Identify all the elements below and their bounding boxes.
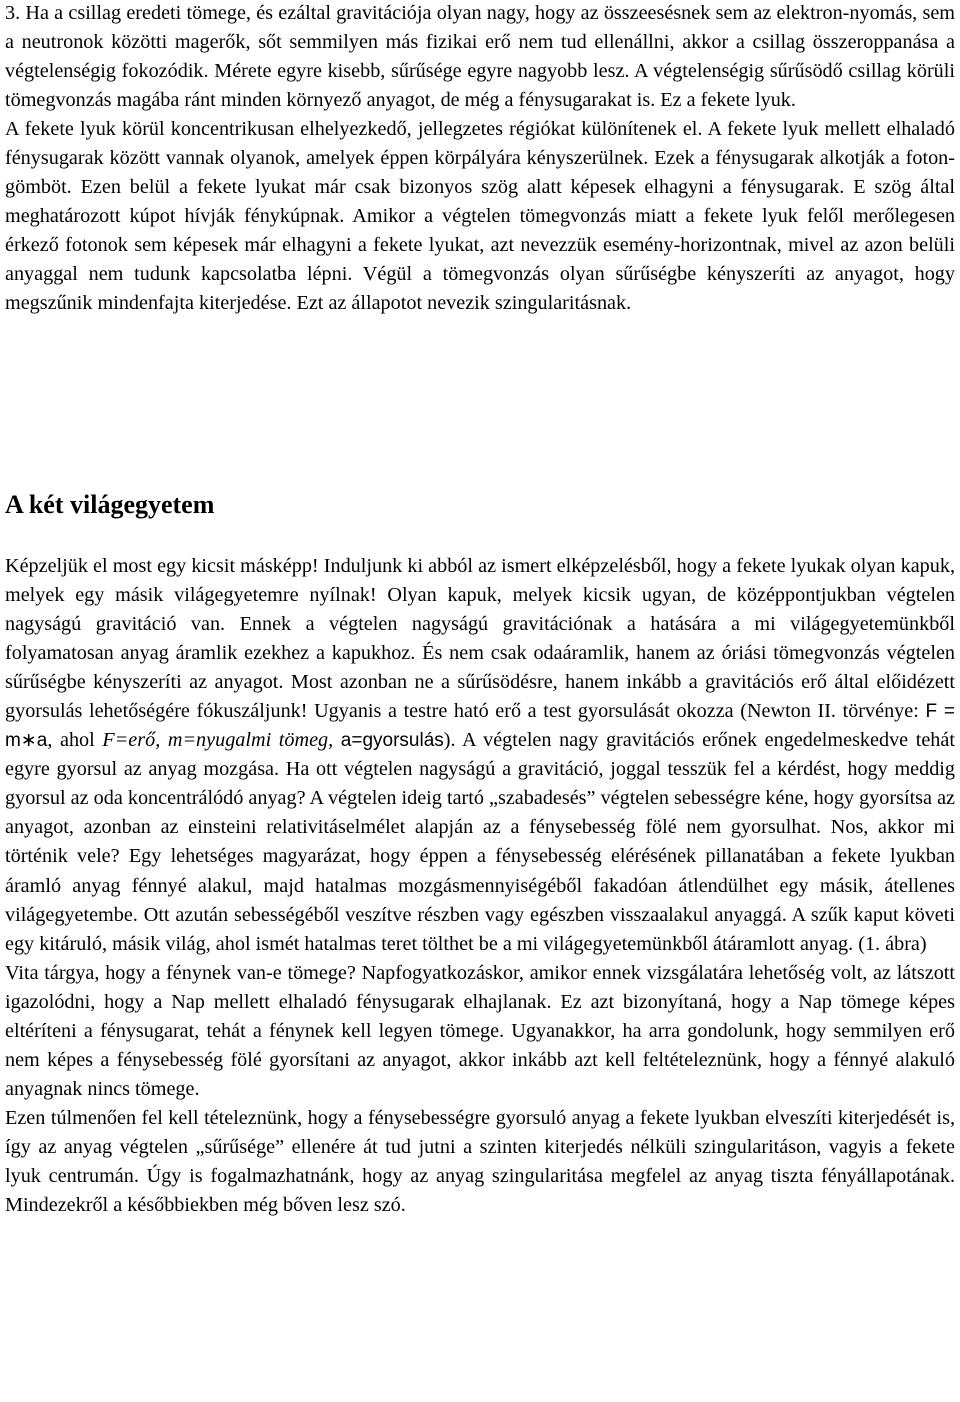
- paragraph-text: A fekete lyuk körül koncentrikusan elhelyezkedő, jellegzetes régiókat különítenek el. A fekete lyuk mellett elhaladó fénysugarak között vannak olyanok, amelyek éppen körpályára kényszerülnek. Ezek a fénysugarak alkotják a foton-gömböt. Ezen belül a fekete lyukat már csak bizonyos szög alatt képesek elhagyni a fénysugarak. E szög által meghatározott kúpot hívják fénykúpnak. Amikor a végtelen tömegvonzás miatt a fekete lyuk felől merőlegesen érkező fotonok sem képesek már elhagyni a fekete lyukat, azt nevezzük esemény-horizontnak, mivel az azon belüli anyaggal nem tudunk kapcsolatba lépni. Végül a tömegvonzás olyan sűrűségbe kényszeríti az anyagot, hogy megszűnik mindenfajta kiterjedése. Ezt az állapotot nevezik szingularitásnak.: [5, 118, 955, 315]
- paragraph-light-mass: Vita tárgya, hogy a fénynek van-e tömege? Napfogyatkozáskor, amikor ennek vizsgálatára lehetőség volt, az látszott igazolódni, hogy a Nap mellett elhaladó fénysugarak elhajlanak. Ez azt bizonyítaná, hogy a Nap tömege képes eltéríteni a fénysugarat, tehát a fénynek kell legyen tömege. Ugyanakkor, ha arra gondolunk, hogy semmilyen erő nem képes a fénysebesség fölé gyorsítani az anyagot, akkor inkább azt kell feltételeznünk, hogy a fénnyé alakuló anyagnak nincs tömege.: [5, 961, 955, 1100]
- paragraph-text: ). A végtelen nagy gravitációs erőnek engedelmeskedve tehát egyre gyorsul az anyag mozgása. Ha ott végtelen nagyságú a gravitáció, joggal tesszük fel a kérdést, hogy meddig gyorsul az oda koncentrálódó anyag? A végtelen ideig tartó „szabadesés” végtelen sebességre kéne, hogy gyorsítsa az anyagot, azonban az einsteini relativitáselmélet alapján az a fénysebesség fölé nem gyorsulhat. Nos, akkor mi történik vele? Egy lehetséges magyarázat, hogy éppen a fénysebesség elérésének pillanatában a fekete lyukban áramló anyag fénnyé alakul, majd hatalmas mozgásmennyiségéből fakadóan átlendülhet egy másik, átellenes világegyetembe. Ott azután sebességéből veszítve részben vagy egészben visszaalakul anyaggá. A szűk kaput követi egy kitáruló, másik világ, ahol ismét hatalmas teret tölthet be a mi világegyetemünkből átáramlott anyag. (1. ábra): [5, 729, 955, 955]
- section-heading: A két világegyetem: [5, 490, 215, 519]
- newton-formula: F = m∗a: [5, 701, 955, 752]
- paragraph-text: 3. Ha a csillag eredeti tömege, és ezáltal gravitációja olyan nagy, hogy az összeesésnek sem az elektron-nyomás, sem a neutronok közötti magerők, sőt semmilyen más fizikai erő nem tud ellenállni, akkor a csillag összeroppanása a végtelenségig fokozódik. Mérete egyre kisebb, sűrűsége egyre nagyobb lesz. A végtelenségig sűrűsödő csillag körüli tömegvonzás magába ránt minden környező anyagot, de még a fénysugarakat is. Ez a fekete lyuk.: [5, 2, 955, 112]
- document-page: [5, 0, 955, 1217]
- formula-legend: F=erő, m=nyugalmi tömeg,: [102, 729, 334, 752]
- paragraph-singularity: Ezen túlmenően fel kell tételeznünk, hogy a fénysebességre gyorsuló anyag a fekete lyukban elveszíti kiterjedését is, így az anyag végtelen „sűrűsége” ellenére át tud jutni a szinten kiterjedés nélküli szingularitáson, vagyis a fekete lyuk centrumán. Úgy is fogalmazhatnánk, hogy az anyag szingularitása megfelel az anyag tiszta fényállapotának. Mindezekről a későbbiekben még bőven lesz szó.: [5, 1106, 955, 1217]
- section-body: [5, 552, 955, 1220]
- acceleration-formula: a=gyorsulás: [340, 730, 444, 752]
- paragraph-two-universes: [5, 552, 955, 959]
- paragraph-text: Képzeljük el most egy kicsit másképp! Induljunk ki abból az ismert elképzelésből, hogy a fekete lyukak olyan kapuk, melyek egy másik világegyetemre nyílnak! Olyan kapuk, melyek kicsik ugyan, de középpontjukban végtelen nagyságú gravitáció van. Ennek a végtelen nagyságú gravitációnak a hatására a mi világegyetemünkből folyamatosan anyag áramlik ezekhez a kapukhoz. És nem csak odaáramlik, hanem az óriási tömegvonzás végtelen sűrűségbe kényszeríti az anyagot. Most azonban ne a sűrűsödésre, hanem inkább a gravitációs erő által előidézett gyorsulás lehetőségére fókuszáljunk! Ugyanis a testre ható erő a test gyorsulását okozza (Newton II. törvénye:: [5, 555, 955, 723]
- paragraph-black-hole-intro: [5, 0, 955, 319]
- paragraph-text: , ahol: [47, 729, 103, 752]
